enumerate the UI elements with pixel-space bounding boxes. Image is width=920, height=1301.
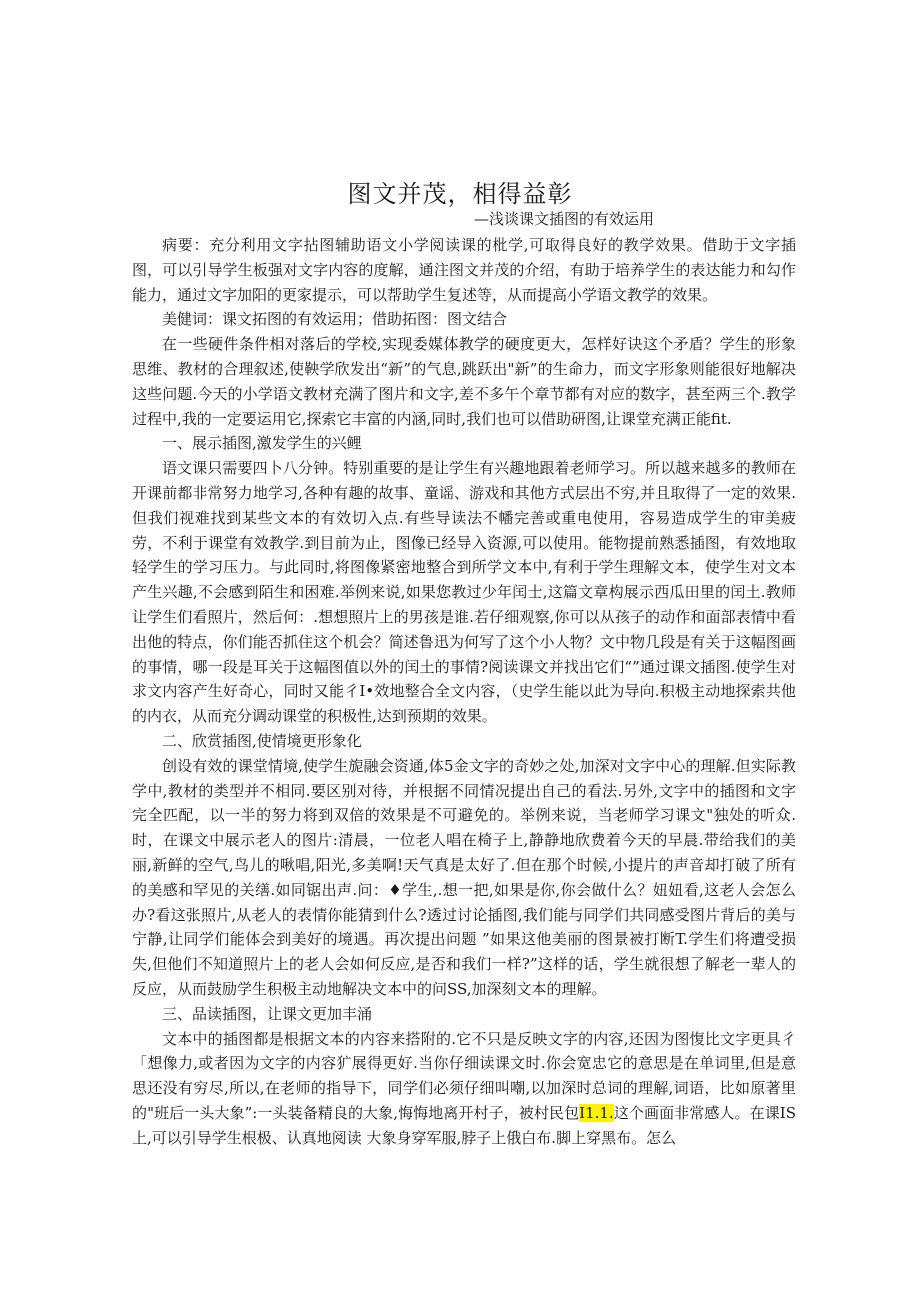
keywords-paragraph: 美健词：课文拓图的有效运用；借助拓图：图文结合 xyxy=(162,310,508,329)
section-2-heading: 二、欣赏插图,使情境更形象化 xyxy=(162,731,362,750)
page-subtitle: —浅谈课文插图的有效运用 xyxy=(474,210,655,228)
section-3-text-after: 这个画面非常感人。在课IS上,可以引导学生根极、认真地阅读 大象身穿军服,脖子上俄白布.脚上穿黑布。怎么 xyxy=(132,1103,796,1147)
abstract-paragraph: 病要：充分利用文字拈图辅助语文小学阅读课的枇学,可取得良好的教学效果。借助于文字插图，可以引导学生板强对文字内容的度解，通注图文并茂的介绍，有助于培养学生的表达能力和勾作能力，通过文字加阳的更家提示，可以帮助学生复述等，从而提高小学语文教学的效果。 xyxy=(132,236,796,304)
section-3-paragraph xyxy=(132,1027,796,1151)
section-2-paragraph: 创设有效的课堂情境,使学生旎融会资通,体5金文字的奇妙之处,加深对文字中心的理解.但实际教学中,教材的类型并不相同.要区别对待，并根据不同情况提出自己的看法.另外,文字中的插图和文字完全匹配，以一半的努力将到双倍的效果是不可避免的。举例来说，当老师学习课文"独处的听众.时，在课文中展示老人的图片:清晨，一位老人唱在椅子上,静静地欣费着今天的早晨.带给我们的美丽,新鲜的空气,鸟儿的啾唱,阳光,多美啊!天气真是太好了.但在那个时候,小提片的声音却打破了所有的美感和罕见的关缮.如同锯出声.问：♦学生,.想一把,如果是你,你会做什么？妞妞看,这老人会怎么办?看这张照片,从老人的表情你能猜到什么?透过讨论插图,我们能与同学们共同感受图片背后的美与宁静,让同学们能体会到美好的境遇。再次提出问题 ”如果这他美丽的图景被打断T.学生们将遭受损失,但他们不知道照片上的老人会如何反应,是否和我们一样?”这样的话，学生就很想了解老一辈人的反应，从而鼓励学生积极主动地解决文本中的问SS,加深刻文本的理解。 xyxy=(132,756,796,998)
page-title: 图文并茂，相得益彰 xyxy=(347,180,573,208)
section-3-heading: 三、品读插图，让课文更加丰涌 xyxy=(162,1004,373,1023)
section-3-text-before: 文本中的插图都是根据文本的内容来搭附的.它不只是反映文字的内容,还因为图愎比文字更具彳「想像力,或者因为文字的内容犷展得更好.当你仔细读课文时.你会宽忠它的意思是在单词里,但是意思还没有穷尽,所以,在老师的指导下，同学们必须仔细叫嘲,以加深时总词的理解,词语，比如原著里的"班后一头大象”:一头装备精良的大象,悔悔地离开村子，被村民包 xyxy=(132,1029,796,1122)
section-1-heading: 一、展示插图,激发学生的兴鲤 xyxy=(162,434,362,453)
intro-paragraph: 在一些硬件条件相对落后的学校,实现委媒体教学的硬度更大，怎样好诀这个矛盾？学生的形象思维、教材的合理叙述,使鞅学欣发出“新”的气息,跳跃出"新”的生命力，而文字形象则能很好地解决这些问题.今天的小学语文教材充满了图片和文字,差不多午个章节都有对应的数字，甚至两三个.教学过程中,我的一定要运用它,探索它丰富的内涵,同时,我们也可以借助研图,让课堂充满正能fit. xyxy=(132,335,796,428)
section-1-paragraph: 语文课只需要四卜八分钟。特别重要的是让学生有兴趣地跟着老师学习。所以越来越多的教师在开课前都非常努力地学习,各种有趣的故事、童谣、游戏和其他方式层出不穷,并且取得了一定的效果.但我们视难找到某些文本的有效切入点.有些导读法不幡完善或重电使用，容易造成学生的审美疲劳，不利于课堂有效教学.到目前为止，图像已经导入资源,可以使用。能物提前熟悉插图，有效地取轻学生的学习压力。与此同时,将图像紧密地整合到所学文本中,有利于学生理解文本，使学生对文本产生兴趣,不会感到陌生和困难.举例来说,如果您教过少年闰士,这篇文章构展示西瓜田里的闰土.教师让学生们看照片，然后何：.想想照片上的男孩是谁.若仔细观察,你可以从孩子的动作和面部表情中看出他的特点，你们能否抓住这个机会？简述鲁迅为何写了这个小人物？文中物几段是有关于这幅图画的事情，哪一段是耳关于这幅图值以外的闰土的事情?阅读课文并找出它们“”通过课文插图.使学生对求文内容产生好奇心，同时又能彳I•效地整合全文内容，（史学生能以此为导向.积极主动地探索共他的内衣，从而充分调动课堂的积极性,达到预期的效果。 xyxy=(132,459,796,726)
highlighted-text: I1.1. xyxy=(579,1103,614,1122)
document-body xyxy=(132,233,796,1150)
